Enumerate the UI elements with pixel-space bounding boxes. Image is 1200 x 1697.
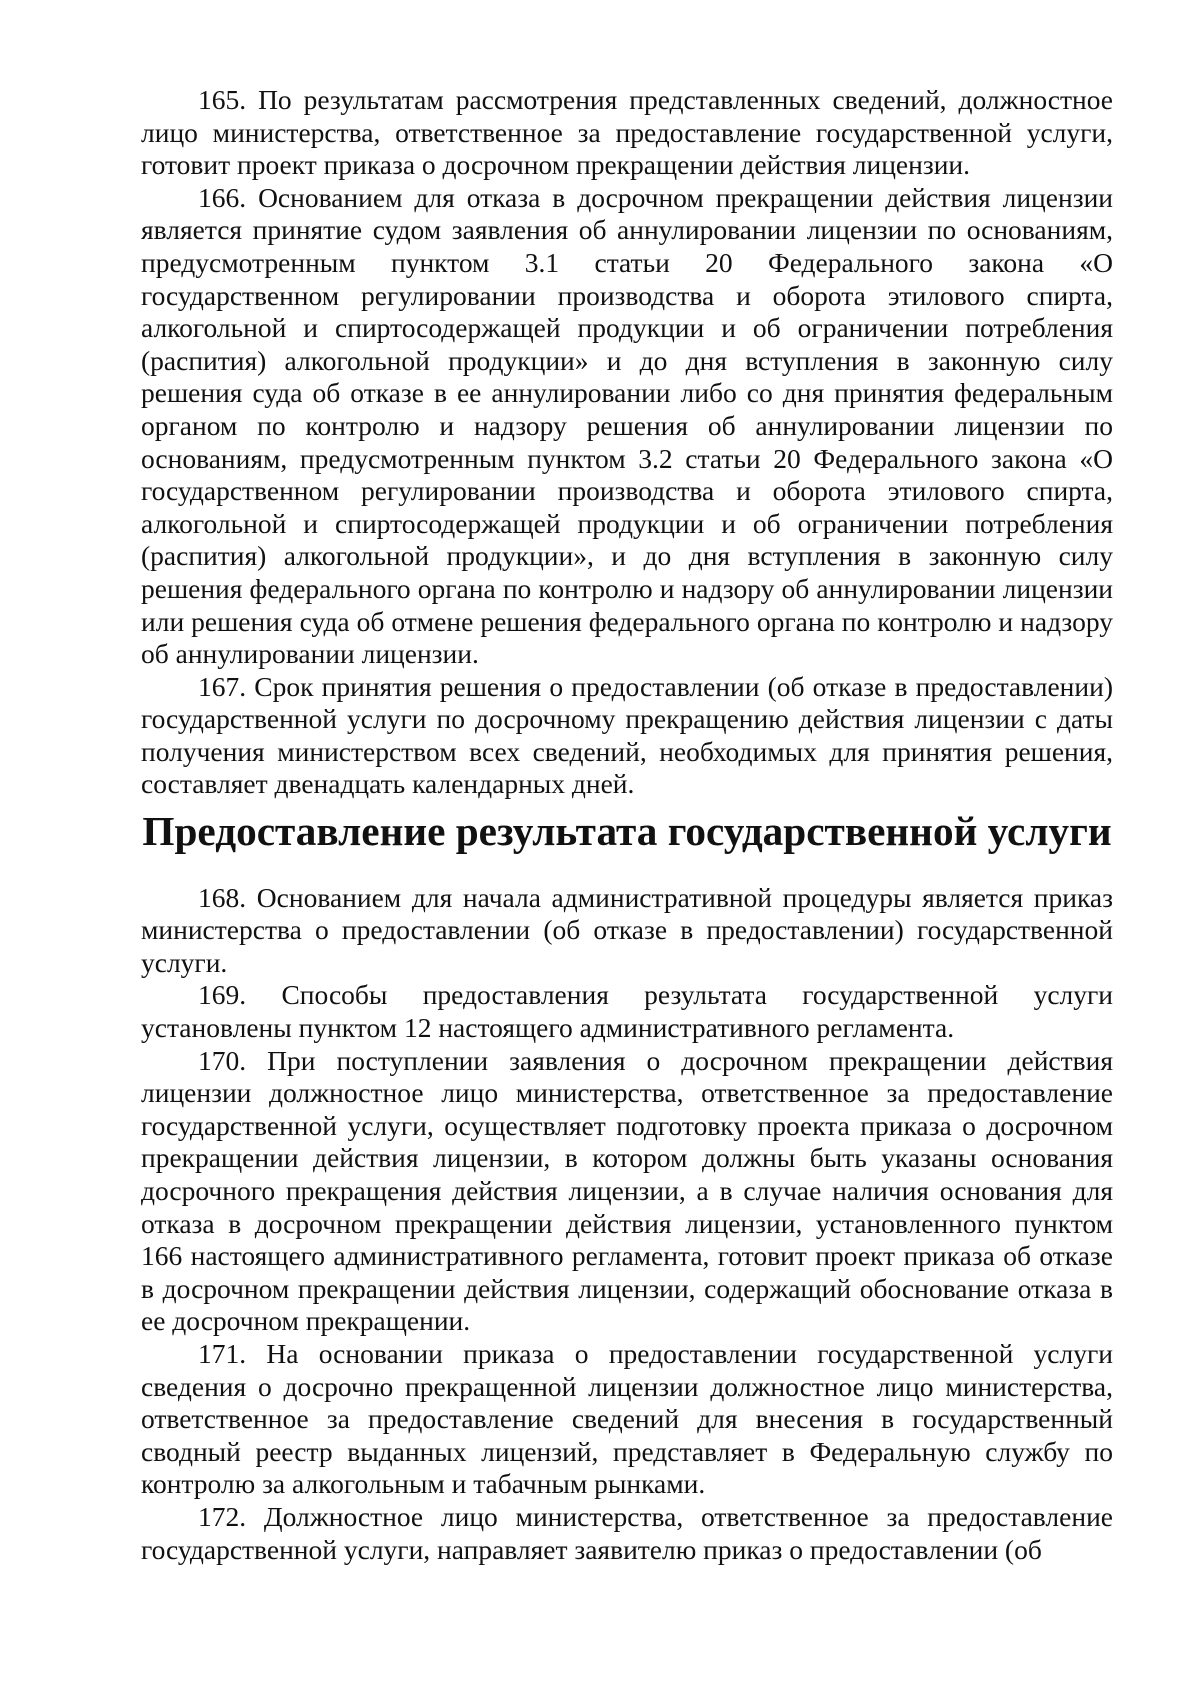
paragraph-167: 167. Срок принятия решения о предоставлении (об отказе в предоставлении) государственной услуги по досрочному прекращению действия лицензии с даты получения министерством всех сведений, необходимых для принятия решения, составляет двенадцать календарных дней. [141,670,1113,800]
paragraph-172: 172. Должностное лицо министерства, ответственное за предоставление государственной услуги, направляет заявителю приказ о предоставлении (об [141,1500,1113,1565]
paragraph-169: 169. Способы предоставления результата государственной услуги установлены пунктом 12 настоящего административного регламента. [141,979,1113,1044]
section-heading: Предоставление результата государственной услуги [142,808,1112,855]
paragraph-171: 171. На основании приказа о предоставлении государственной услуги сведения о досрочно прекращенной лицензии должностное лицо министерства, ответственное за предоставление сведений для внесения в государственный сводный реестр выданных лицензий, представляет в Федеральную службу по контролю за алкогольным и табачным рынками. [141,1337,1113,1500]
paragraph-166: 166. Основанием для отказа в досрочном прекращении действия лицензии является принятие судом заявления об аннулировании лицензии по основаниям, предусмотренным пунктом 3.1 статьи 20 Федерального закона «О государственном регулировании производства и оборота этилового спирта, алкогольной и спиртосодержащей продукции и об ограничении потребления (распития) алкогольной продукции» и до дня вступления в законную силу решения суда об отказе в ее аннулировании либо со дня принятия федеральным органом по контролю и надзору решения об аннулировании лицензии по основаниям, предусмотренным пунктом 3.2 статьи 20 Федерального закона «О государственном регулировании производства и оборота этилового спирта, алкогольной и спиртосодержащей продукции и об ограничении потребления (распития) алкогольной продукции», и до дня вступления в законную силу решения федерального органа по контролю и надзору об аннулировании лицензии или решения суда об отмене решения федерального органа по контролю и надзору об аннулировании лицензии. [141,181,1113,670]
paragraph-168: 168. Основанием для начала административной процедуры является приказ министерства о предоставлении (об отказе в предоставлении) государственной услуги. [141,881,1113,978]
document-page [141,84,1113,1566]
paragraph-170: 170. При поступлении заявления о досрочном прекращении действия лицензии должностное лицо министерства, ответственное за предоставление государственной услуги, осуществляет подготовку проекта приказа о досрочном прекращении действия лицензии, в котором должны быть указаны основания досрочного прекращения действия лицензии, а в случае наличия основания для отказа в досрочном прекращении действия лицензии, установленного пунктом 166 настоящего административного регламента, готовит проект приказа об отказе в досрочном прекращении действия лицензии, содержащий обоснование отказа в ее досрочном прекращении. [141,1044,1113,1337]
paragraph-165: 165. По результатам рассмотрения представленных сведений, должностное лицо министерства, ответственное за предоставление государственной услуги, готовит проект приказа о досрочном прекращении действия лицензии. [141,84,1113,181]
